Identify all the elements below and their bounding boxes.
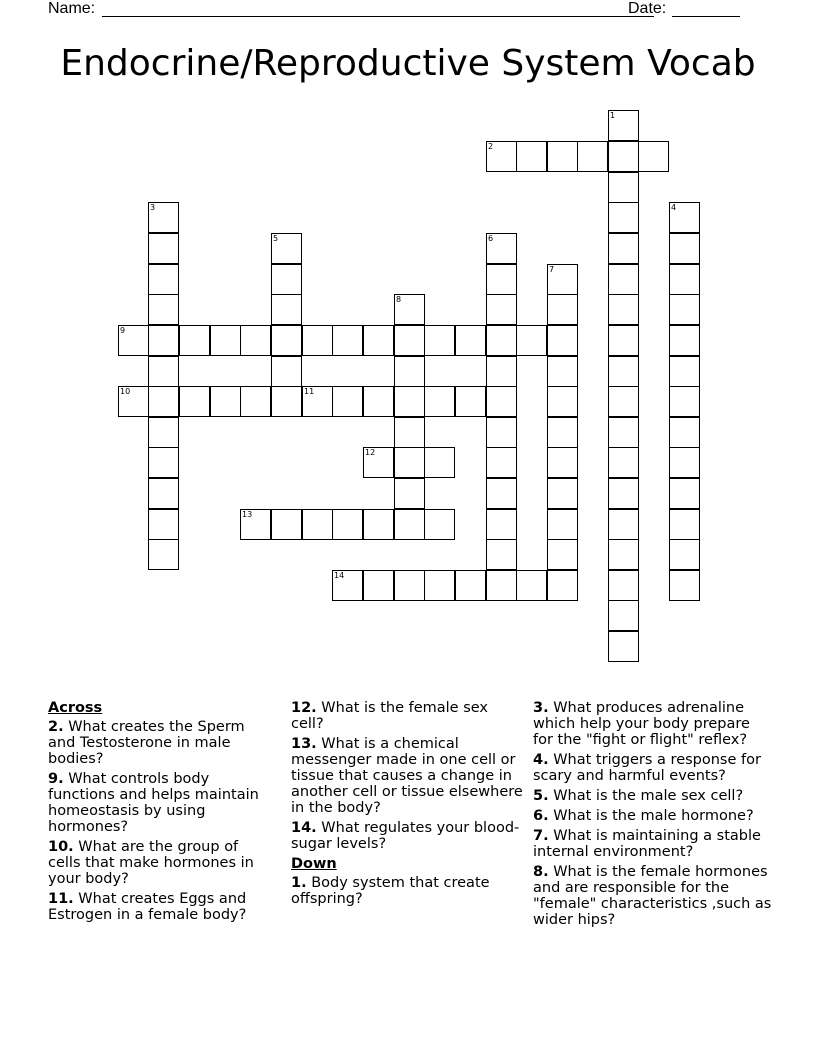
grid-cell[interactable] bbox=[148, 447, 179, 478]
grid-cell[interactable] bbox=[608, 539, 639, 570]
grid-cell[interactable] bbox=[577, 141, 608, 172]
grid-cell[interactable] bbox=[271, 294, 302, 325]
grid-cell[interactable] bbox=[547, 264, 578, 295]
clue bbox=[533, 752, 773, 784]
grid-cell[interactable] bbox=[547, 417, 578, 448]
clue bbox=[48, 891, 274, 923]
grid-cell[interactable] bbox=[486, 509, 517, 540]
grid-cell[interactable] bbox=[148, 417, 179, 448]
grid-cell[interactable] bbox=[363, 509, 394, 540]
grid-cell[interactable] bbox=[608, 110, 639, 141]
clues-column-1 bbox=[48, 700, 274, 927]
grid-cell[interactable] bbox=[148, 478, 179, 509]
name-label: Name: bbox=[48, 0, 96, 17]
grid-cell[interactable] bbox=[148, 233, 179, 264]
clue bbox=[291, 820, 523, 852]
grid-cell[interactable] bbox=[271, 325, 302, 356]
clue-number: 4 bbox=[671, 203, 677, 212]
grid-cell[interactable] bbox=[638, 141, 669, 172]
grid-cell[interactable] bbox=[424, 325, 455, 356]
clue-text: What regulates your blood-sugar levels? bbox=[291, 820, 520, 852]
grid-cell[interactable] bbox=[608, 202, 639, 233]
grid-cell[interactable] bbox=[363, 447, 394, 478]
clue-number: 1. bbox=[291, 875, 307, 891]
grid-cell[interactable] bbox=[271, 264, 302, 295]
grid-cell[interactable] bbox=[394, 386, 425, 417]
grid-cell[interactable] bbox=[148, 294, 179, 325]
grid-cell[interactable] bbox=[669, 417, 700, 448]
grid-cell[interactable] bbox=[669, 447, 700, 478]
clue-number: 3 bbox=[150, 203, 156, 212]
grid-cell[interactable] bbox=[608, 233, 639, 264]
down-clue-list bbox=[291, 875, 523, 907]
clues-column-2 bbox=[291, 700, 523, 911]
clue-number: 3. bbox=[533, 700, 549, 716]
clue bbox=[291, 875, 523, 907]
grid-cell[interactable] bbox=[148, 539, 179, 570]
clue-number: 4. bbox=[533, 752, 549, 768]
clue bbox=[48, 719, 274, 767]
clue-text: What is the female hormones and are responsible for the "female" characteristics ,such as wider hips? bbox=[533, 864, 772, 928]
clue-text: What is the male hormone? bbox=[548, 808, 754, 824]
down-clue-list-continued bbox=[533, 700, 773, 928]
grid-cell[interactable] bbox=[394, 294, 425, 325]
grid-cell[interactable] bbox=[424, 386, 455, 417]
grid-cell[interactable] bbox=[302, 386, 333, 417]
grid-cell[interactable] bbox=[486, 570, 517, 601]
clue-text: What is the male sex cell? bbox=[548, 788, 744, 804]
grid-cell[interactable] bbox=[394, 478, 425, 509]
clue-number: 9. bbox=[48, 771, 64, 787]
grid-cell[interactable] bbox=[332, 509, 363, 540]
clue-text: What triggers a response for scary and harmful events? bbox=[533, 752, 761, 784]
clue-text: What is the female sex cell? bbox=[291, 700, 488, 732]
clue-text: What creates the Sperm and Testosterone in male bodies? bbox=[48, 719, 245, 767]
grid-cell[interactable] bbox=[547, 141, 578, 172]
across-clue-list bbox=[48, 719, 274, 923]
grid-cell[interactable] bbox=[394, 325, 425, 356]
clue bbox=[48, 771, 274, 835]
grid-cell[interactable] bbox=[669, 233, 700, 264]
clue-text: What creates Eggs and Estrogen in a female body? bbox=[48, 891, 247, 923]
grid-cell[interactable] bbox=[486, 141, 517, 172]
grid-cell[interactable] bbox=[332, 570, 363, 601]
grid-cell[interactable] bbox=[547, 509, 578, 540]
grid-cell[interactable] bbox=[608, 509, 639, 540]
grid-cell[interactable] bbox=[148, 202, 179, 233]
grid-cell[interactable] bbox=[608, 478, 639, 509]
grid-cell[interactable] bbox=[302, 325, 333, 356]
clue-number: 8. bbox=[533, 864, 549, 880]
grid-cell[interactable] bbox=[271, 233, 302, 264]
grid-cell[interactable] bbox=[240, 325, 271, 356]
clue-number: 11 bbox=[304, 387, 315, 396]
grid-cell[interactable] bbox=[424, 509, 455, 540]
clue bbox=[533, 808, 773, 824]
clue-number: 7. bbox=[533, 828, 549, 844]
grid-cell[interactable] bbox=[486, 447, 517, 478]
grid-cell[interactable] bbox=[394, 509, 425, 540]
clue-number: 11. bbox=[48, 891, 74, 907]
clue-number: 10. bbox=[48, 839, 74, 855]
clue-number: 12. bbox=[291, 700, 317, 716]
clue-number: 7 bbox=[549, 265, 555, 274]
grid-cell[interactable] bbox=[669, 294, 700, 325]
clue-text: What is a chemical messenger made in one cell or tissue that causes a change in another cell or tissue elsewhere in the body? bbox=[291, 736, 523, 816]
grid-cell[interactable] bbox=[486, 356, 517, 387]
grid-cell[interactable] bbox=[179, 325, 210, 356]
grid-cell[interactable] bbox=[608, 570, 639, 601]
clue bbox=[533, 788, 773, 804]
grid-cell[interactable] bbox=[547, 356, 578, 387]
clue-text: What are the group of cells that make hormones in your body? bbox=[48, 839, 254, 887]
grid-cell[interactable] bbox=[547, 570, 578, 601]
clue bbox=[48, 839, 274, 887]
clue-text: Body system that create offspring? bbox=[291, 875, 490, 907]
grid-cell[interactable] bbox=[669, 325, 700, 356]
grid-cell[interactable] bbox=[394, 356, 425, 387]
clue bbox=[533, 828, 773, 860]
grid-cell[interactable] bbox=[455, 386, 486, 417]
grid-cell[interactable] bbox=[486, 539, 517, 570]
grid-cell[interactable] bbox=[608, 325, 639, 356]
grid-cell[interactable] bbox=[363, 325, 394, 356]
grid-cell[interactable] bbox=[363, 386, 394, 417]
grid-cell[interactable] bbox=[669, 539, 700, 570]
grid-cell[interactable] bbox=[455, 570, 486, 601]
clue-number: 13 bbox=[242, 510, 253, 519]
grid-cell[interactable] bbox=[210, 325, 241, 356]
grid-cell[interactable] bbox=[547, 386, 578, 417]
grid-cell[interactable] bbox=[148, 325, 179, 356]
clue-number: 1 bbox=[610, 111, 616, 120]
clue-number: 14 bbox=[334, 571, 345, 580]
grid-cell[interactable] bbox=[302, 509, 333, 540]
grid-cell[interactable] bbox=[424, 447, 455, 478]
across-clue-list-continued bbox=[291, 700, 523, 852]
grid-cell[interactable] bbox=[486, 233, 517, 264]
grid-cell[interactable] bbox=[394, 447, 425, 478]
grid-cell[interactable] bbox=[608, 417, 639, 448]
grid-cell[interactable] bbox=[608, 264, 639, 295]
grid-cell[interactable] bbox=[547, 325, 578, 356]
page-title: Endocrine/Reproductive System Vocab bbox=[60, 43, 756, 84]
grid-cell[interactable] bbox=[669, 356, 700, 387]
grid-cell[interactable] bbox=[547, 539, 578, 570]
grid-cell[interactable] bbox=[669, 202, 700, 233]
grid-cell[interactable] bbox=[271, 356, 302, 387]
clue-number: 14. bbox=[291, 820, 317, 836]
clue-number: 2. bbox=[48, 719, 64, 735]
grid-cell[interactable] bbox=[486, 417, 517, 448]
grid-cell[interactable] bbox=[486, 386, 517, 417]
grid-cell[interactable] bbox=[608, 631, 639, 662]
grid-cell[interactable] bbox=[394, 570, 425, 601]
grid-cell[interactable] bbox=[148, 386, 179, 417]
clue-number: 8 bbox=[396, 295, 402, 304]
grid-cell[interactable] bbox=[486, 294, 517, 325]
grid-cell[interactable] bbox=[486, 478, 517, 509]
clue-number: 6 bbox=[488, 234, 494, 243]
grid-cell[interactable] bbox=[455, 325, 486, 356]
grid-cell[interactable] bbox=[486, 264, 517, 295]
clue-number: 10 bbox=[120, 387, 131, 396]
grid-cell[interactable] bbox=[608, 172, 639, 203]
grid-cell[interactable] bbox=[516, 325, 547, 356]
grid-cell[interactable] bbox=[210, 386, 241, 417]
grid-cell[interactable] bbox=[394, 417, 425, 448]
clue-text: What is maintaining a stable internal environment? bbox=[533, 828, 761, 860]
down-heading: Down bbox=[291, 856, 337, 872]
grid-cell[interactable] bbox=[669, 509, 700, 540]
grid-cell[interactable] bbox=[669, 264, 700, 295]
grid-cell[interactable] bbox=[148, 264, 179, 295]
clue-number: 5 bbox=[273, 234, 279, 243]
grid-cell[interactable] bbox=[240, 509, 271, 540]
grid-cell[interactable] bbox=[547, 478, 578, 509]
across-heading: Across bbox=[48, 700, 103, 716]
grid-cell[interactable] bbox=[608, 294, 639, 325]
grid-cell[interactable] bbox=[669, 386, 700, 417]
grid-cell[interactable] bbox=[669, 570, 700, 601]
grid-cell[interactable] bbox=[547, 447, 578, 478]
clue-number: 6. bbox=[533, 808, 549, 824]
grid-cell[interactable] bbox=[332, 325, 363, 356]
grid-cell[interactable] bbox=[271, 509, 302, 540]
grid-cell[interactable] bbox=[271, 386, 302, 417]
clue-text: What controls body functions and helps maintain homeostasis by using hormones? bbox=[48, 771, 259, 835]
clue-number: 13. bbox=[291, 736, 317, 752]
clue bbox=[291, 700, 523, 732]
grid-cell[interactable] bbox=[118, 386, 149, 417]
date-label: Date: bbox=[628, 0, 667, 17]
clue-number: 5. bbox=[533, 788, 549, 804]
grid-cell[interactable] bbox=[547, 294, 578, 325]
grid-cell[interactable] bbox=[424, 570, 455, 601]
grid-cell[interactable] bbox=[332, 386, 363, 417]
clue-number: 9 bbox=[120, 326, 126, 335]
grid-cell[interactable] bbox=[240, 386, 271, 417]
clue bbox=[291, 736, 523, 816]
clue-number: 2 bbox=[488, 142, 494, 151]
grid-cell[interactable] bbox=[363, 570, 394, 601]
clue bbox=[533, 700, 773, 748]
clue-number: 12 bbox=[365, 448, 376, 457]
grid-cell[interactable] bbox=[608, 600, 639, 631]
grid-cell[interactable] bbox=[516, 141, 547, 172]
grid-cell[interactable] bbox=[118, 325, 149, 356]
grid-cell[interactable] bbox=[608, 447, 639, 478]
grid-cell[interactable] bbox=[148, 509, 179, 540]
grid-cell[interactable] bbox=[608, 356, 639, 387]
clue-text: What produces adrenaline which help your body prepare for the "fight or flight" reflex? bbox=[533, 700, 750, 748]
clues-column-3 bbox=[533, 700, 773, 932]
grid-cell[interactable] bbox=[486, 325, 517, 356]
grid-cell[interactable] bbox=[179, 386, 210, 417]
clue bbox=[533, 864, 773, 928]
grid-cell[interactable] bbox=[148, 356, 179, 387]
grid-cell[interactable] bbox=[669, 478, 700, 509]
grid-cell[interactable] bbox=[608, 386, 639, 417]
grid-cell[interactable] bbox=[608, 141, 639, 172]
grid-cell[interactable] bbox=[516, 570, 547, 601]
